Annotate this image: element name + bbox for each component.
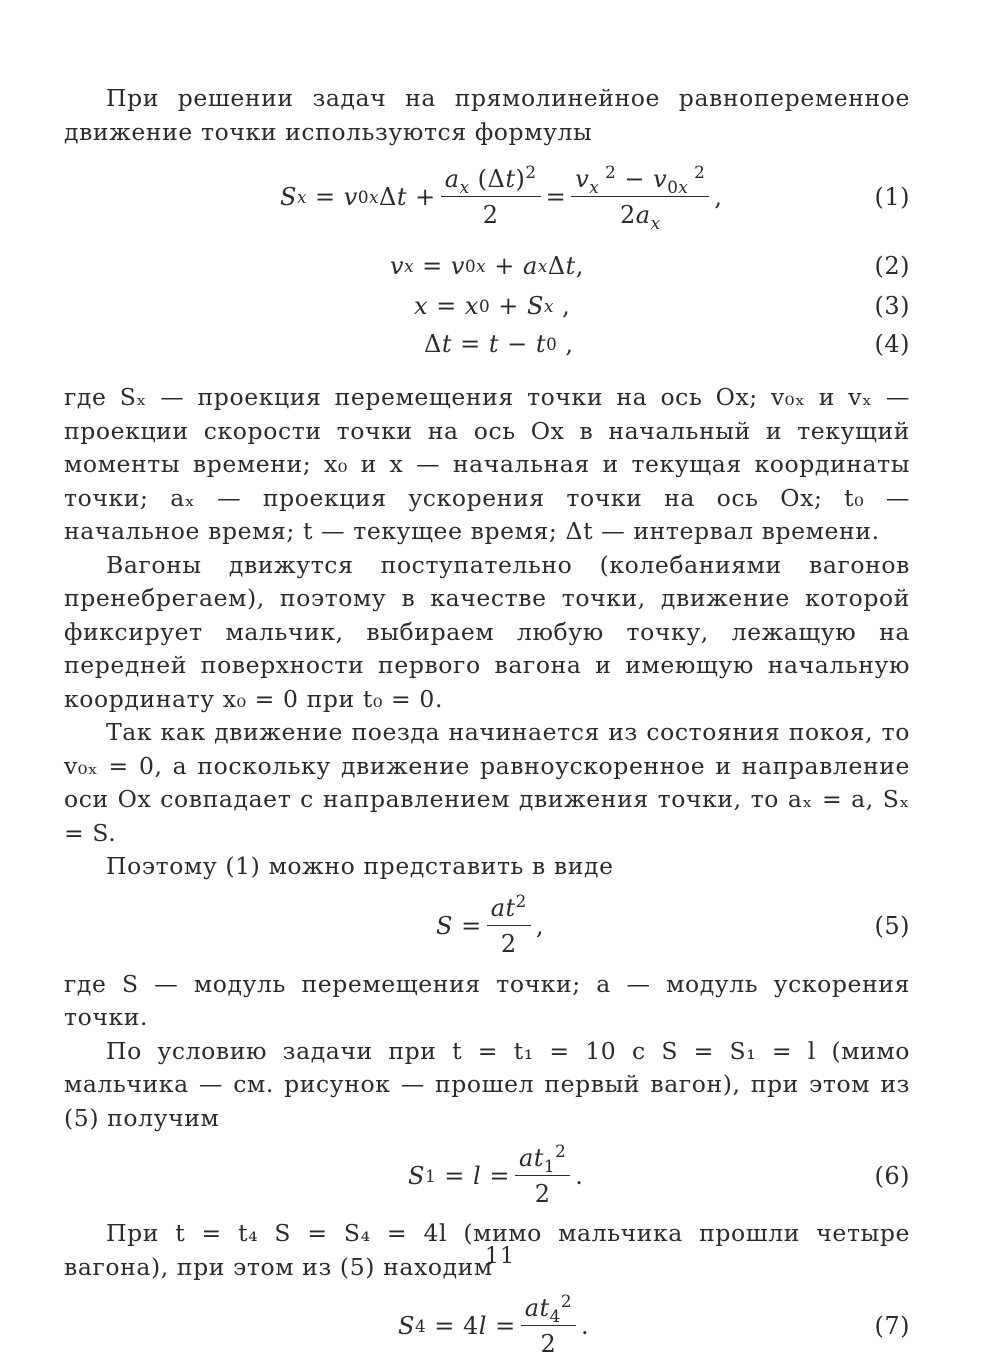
equation-1: S x = v 0x Δ t + $\frac{a_x (\Delta t)^2}{2}$ = $\frac{v_x ^2 - v_{0x} ^2}{2a_x}$ , (1): [64, 149, 910, 245]
paragraph-wagons: Вагоны движутся поступательно (колебаниями вагонов пренебрегаем), поэтому в качестве точки, движение которой фиксирует мальчик, выбираем любую точку, лежащую на передней поверхности первого вагона и имеющую начальную координату x₀ = 0 при t₀ = 0.: [64, 550, 910, 713]
equation-3: x = x 0 + S x , (3): [64, 287, 910, 325]
equation-number-6: (6): [874, 1162, 910, 1190]
paragraph-where-modulus: где S — модуль перемещения точки; a — модуль ускорения точки.: [64, 969, 910, 1031]
equation-number-5: (5): [874, 911, 910, 940]
equation-number-7: (7): [874, 1312, 910, 1340]
equation-number-4: (4): [874, 330, 910, 358]
equation-7: S 4 = 4 l = $\frac{at_4^2}{2}$ . (7): [64, 1284, 910, 1368]
paragraph-condition: По условию задачи при t = t₁ = 10 с S = S₁ = l (мимо мальчика — см. рисунок — прошел первый вагон), при этом из (5) получим: [64, 1036, 910, 1132]
page-content: [64, 82, 910, 1368]
paragraph-intro: При решении задач на прямолинейное равнопеременное движение точки используются формулы: [64, 84, 910, 146]
equation-6: S 1 = l = $\frac{at_1^2}{2}$ . (6): [64, 1135, 910, 1217]
equation-number-3: (3): [874, 292, 910, 320]
equation-number-2: (2): [874, 252, 910, 280]
page-number: 11: [485, 1244, 515, 1269]
equation-number-1: (1): [874, 183, 910, 211]
equation-2: v x = v 0x + a x Δ t , (2): [64, 245, 910, 287]
paragraph-where-definitions: где Sₓ — проекция перемещения точки на ось Ox; v₀ₓ и vₓ — проекции скорости точки на ось Ox в начальный и текущий моменты времени; x₀ и x — начальная и текущая координаты точки; aₓ — проекция ускорения точки на ось Ox; t₀ — начальное время; t — текущее время; Δt — интервал времени.: [64, 383, 910, 545]
paragraph-t4: При t = t₄ S = S₄ = 4l (мимо мальчика прошли четыре вагона), при этом из (5) находим: [64, 1219, 910, 1281]
paragraph-rest: Так как движение поезда начинается из состояния покоя, то v₀ₓ = 0, а поскольку движение равноускоренное и направление оси Ox совпадает с направлением движения точки, то aₓ = a, Sₓ = S.: [64, 718, 910, 847]
paragraph-therefore: Поэтому (1) можно представить в виде: [106, 852, 614, 880]
equation-4: Δ t = t − t 0 , (4): [64, 325, 910, 363]
equation-5: S = $\frac{at^2}{2}$ , (5): [64, 884, 910, 968]
